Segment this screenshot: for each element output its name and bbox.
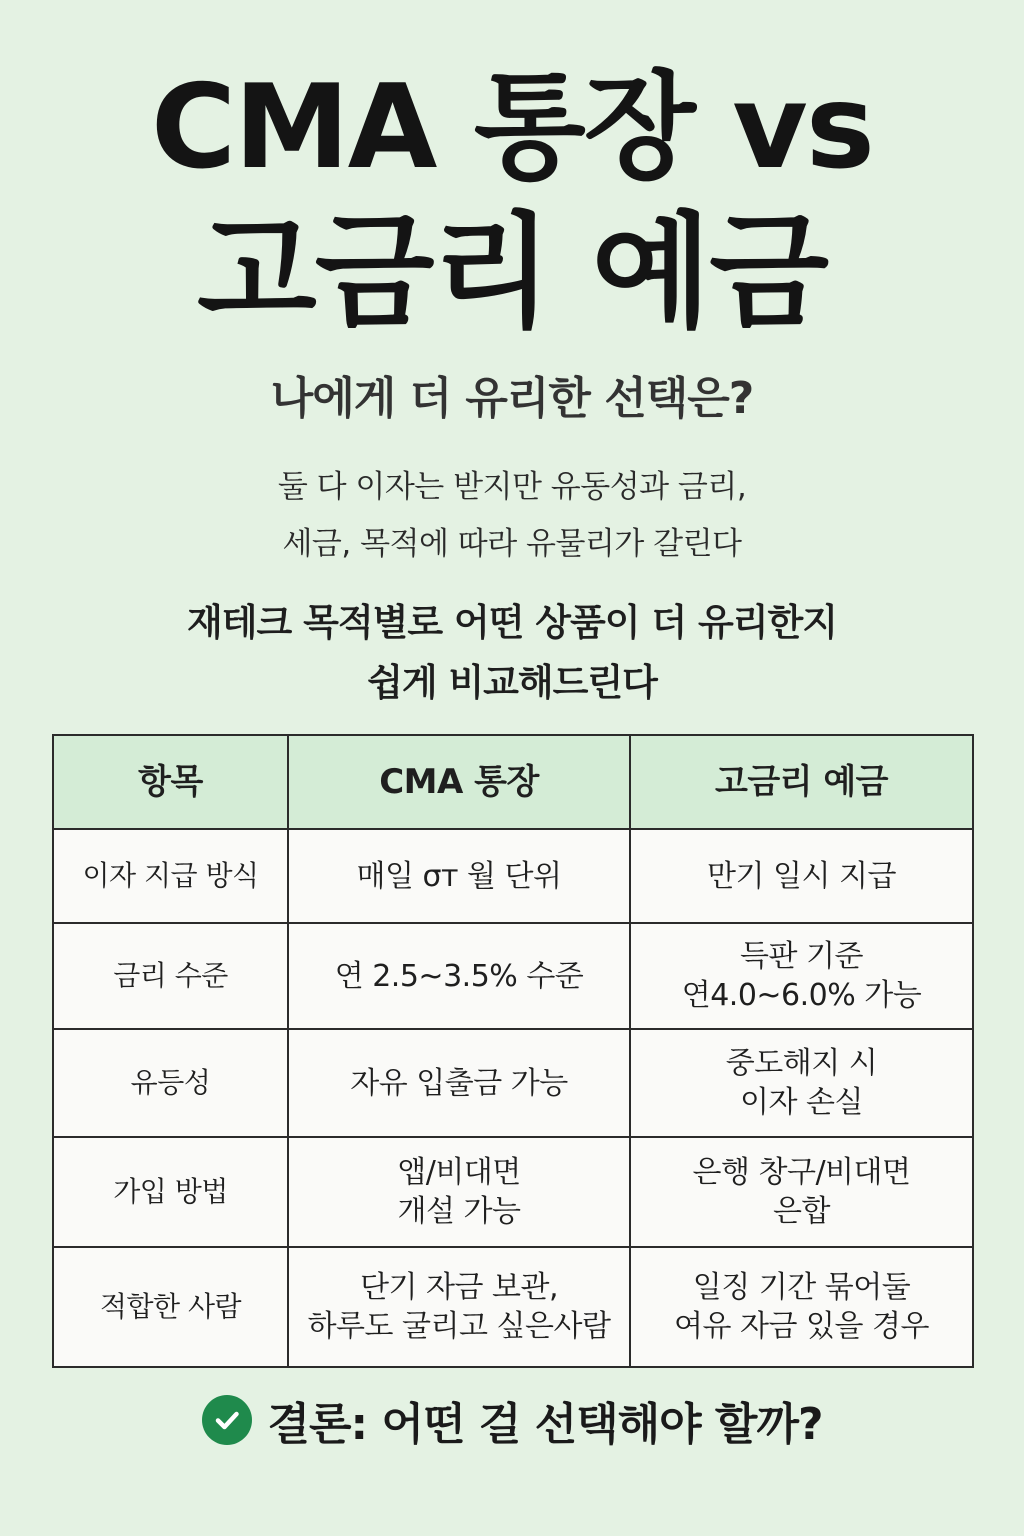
cell-text: 매일 σт 월 단위 — [356, 858, 562, 894]
deposit-cell — [630, 1137, 973, 1247]
header-cma: CMA 통장 — [288, 735, 630, 829]
cell-text: 앱/비대면 — [397, 1155, 521, 1190]
table-row — [53, 923, 973, 1029]
cell-text: 득판 기준 — [740, 939, 863, 974]
purpose-line-2: 쉽게 비교해드린다 — [367, 661, 657, 704]
description-line-1: 둘 다 이자는 받지만 유동성과 금리, — [277, 469, 747, 505]
cell-text: 만기 일시 지급 — [707, 858, 896, 894]
table-row — [53, 1247, 973, 1367]
cma-cell — [288, 1137, 630, 1247]
cell-text: 자유 입출금 가능 — [350, 1065, 568, 1101]
cma-cell — [288, 923, 630, 1029]
cell-text: 은합 — [773, 1194, 830, 1229]
deposit-cell — [630, 1247, 973, 1367]
check-circle-icon — [202, 1395, 252, 1445]
header-item: 항목 — [53, 735, 288, 829]
cell-text: 연4.0~6.0% 가능 — [681, 978, 922, 1013]
cell-text: 여유 자금 있을 경우 — [674, 1309, 929, 1344]
description-line-2: 세금, 목적에 따라 유물리가 갈린다 — [282, 526, 742, 562]
deposit-cell — [630, 923, 973, 1029]
cell-text: 중도해지 시 — [725, 1046, 878, 1081]
cell-text: 이자 손실 — [740, 1085, 863, 1120]
row-label: 이자 지급 방식 — [53, 829, 288, 923]
table-row — [53, 1029, 973, 1137]
cell-text: 단기 자금 보관, — [360, 1270, 558, 1305]
conclusion-text: 결론: 어떤 걸 선택해야 할까? — [267, 1399, 823, 1450]
title-line-1: CMA 통장 vs — [151, 60, 873, 195]
row-label: 금리 수준 — [53, 923, 288, 1029]
cma-cell — [288, 1247, 630, 1367]
cma-cell — [288, 829, 630, 923]
cell-text: 하루도 굴리고 싶은사람 — [307, 1309, 611, 1344]
title-line-2: 고금리 예금 — [196, 201, 828, 345]
row-label: 적합한 사람 — [53, 1247, 288, 1367]
purpose-line-1: 재테크 목적별로 어떤 상품이 더 유리한지 — [186, 601, 838, 644]
table-row — [53, 829, 973, 923]
cell-text: 개설 가능 — [397, 1194, 521, 1229]
row-label: 유등성 — [53, 1029, 288, 1137]
deposit-cell — [630, 829, 973, 923]
cell-text: 은행 창구/비대면 — [692, 1155, 911, 1190]
deposit-cell — [630, 1029, 973, 1137]
table-row — [53, 1137, 973, 1247]
header-deposit: 고금리 예금 — [630, 735, 973, 829]
comparison-table — [52, 734, 974, 1368]
subtitle: 나에게 더 유리한 선택은? — [270, 373, 754, 424]
conclusion — [0, 1388, 1024, 1452]
cell-text: 일징 기간 묶어둘 — [692, 1270, 911, 1305]
table-header-row — [53, 735, 973, 829]
cell-text: 연 2.5~3.5% 수준 — [334, 958, 584, 994]
cma-cell — [288, 1029, 630, 1137]
row-label: 가입 방법 — [53, 1137, 288, 1247]
